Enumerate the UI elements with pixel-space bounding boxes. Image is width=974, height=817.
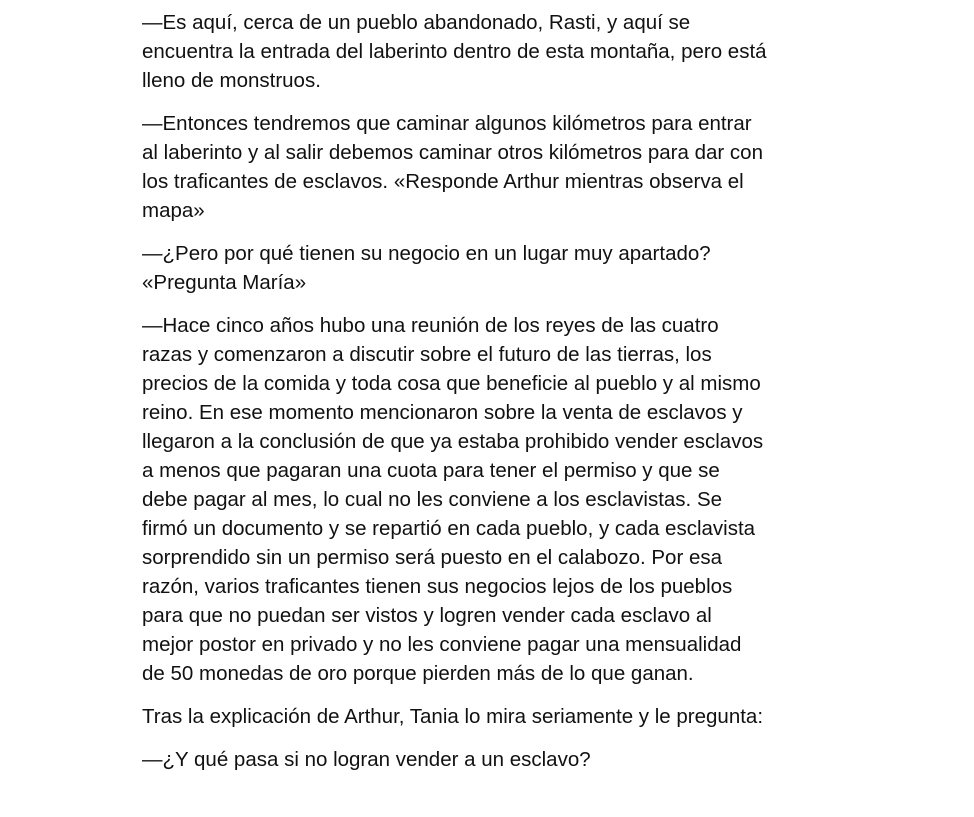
text-line: llegaron a la conclusión de que ya estaba prohibido vender esclavos — [142, 430, 764, 453]
text-line: razón, varios traficantes tienen sus negocios lejos de los pueblos — [142, 575, 733, 598]
text-line: sorprendido sin un permiso será puesto en el calabozo. Por esa — [142, 546, 723, 569]
text-line: mejor postor en privado y no les conviene pagar una mensualidad — [142, 633, 742, 656]
text-line: de 50 monedas de oro porque pierden más de lo que ganan. — [142, 662, 694, 685]
story-text — [142, 8, 842, 788]
text-line: «Pregunta María» — [142, 271, 307, 294]
text-line: lleno de monstruos. — [142, 69, 321, 92]
text-line: los traficantes de esclavos. «Responde Arthur mientras observa el — [142, 170, 744, 193]
text-line: —Entonces tendremos que caminar algunos kilómetros para entrar — [142, 112, 752, 135]
paragraph-3 — [142, 239, 842, 297]
text-line: al laberinto y al salir debemos caminar otros kilómetros para dar con — [142, 141, 763, 164]
paragraph-5 — [142, 702, 842, 731]
paragraph-4 — [142, 311, 842, 688]
text-line: —¿Pero por qué tienen su negocio en un lugar muy apartado? — [142, 242, 711, 265]
text-line: —Es aquí, cerca de un pueblo abandonado, Rasti, y aquí se — [142, 11, 691, 34]
text-line: mapa» — [142, 199, 205, 222]
text-line: —Hace cinco años hubo una reunión de los reyes de las cuatro — [142, 314, 719, 337]
text-line: —¿Y qué pasa si no logran vender a un esclavo? — [142, 748, 591, 771]
text-line: para que no puedan ser vistos y logren vender cada esclavo al — [142, 604, 712, 627]
text-line: a menos que pagaran una cuota para tener el permiso y que se — [142, 459, 720, 482]
text-line: Tras la explicación de Arthur, Tania lo mira seriamente y le pregunta: — [142, 705, 764, 728]
text-line: precios de la comida y toda cosa que beneficie al pueblo y al mismo — [142, 372, 761, 395]
text-line: firmó un documento y se repartió en cada pueblo, y cada esclavista — [142, 517, 756, 540]
text-line: reino. En ese momento mencionaron sobre la venta de esclavos y — [142, 401, 743, 424]
paragraph-2 — [142, 109, 842, 225]
text-line: encuentra la entrada del laberinto dentro de esta montaña, pero está — [142, 40, 767, 63]
paragraph-6 — [142, 745, 842, 774]
text-line: debe pagar al mes, lo cual no les conviene a los esclavistas. Se — [142, 488, 723, 511]
paragraph-1 — [142, 8, 842, 95]
text-line: razas y comenzaron a discutir sobre el futuro de las tierras, los — [142, 343, 712, 366]
